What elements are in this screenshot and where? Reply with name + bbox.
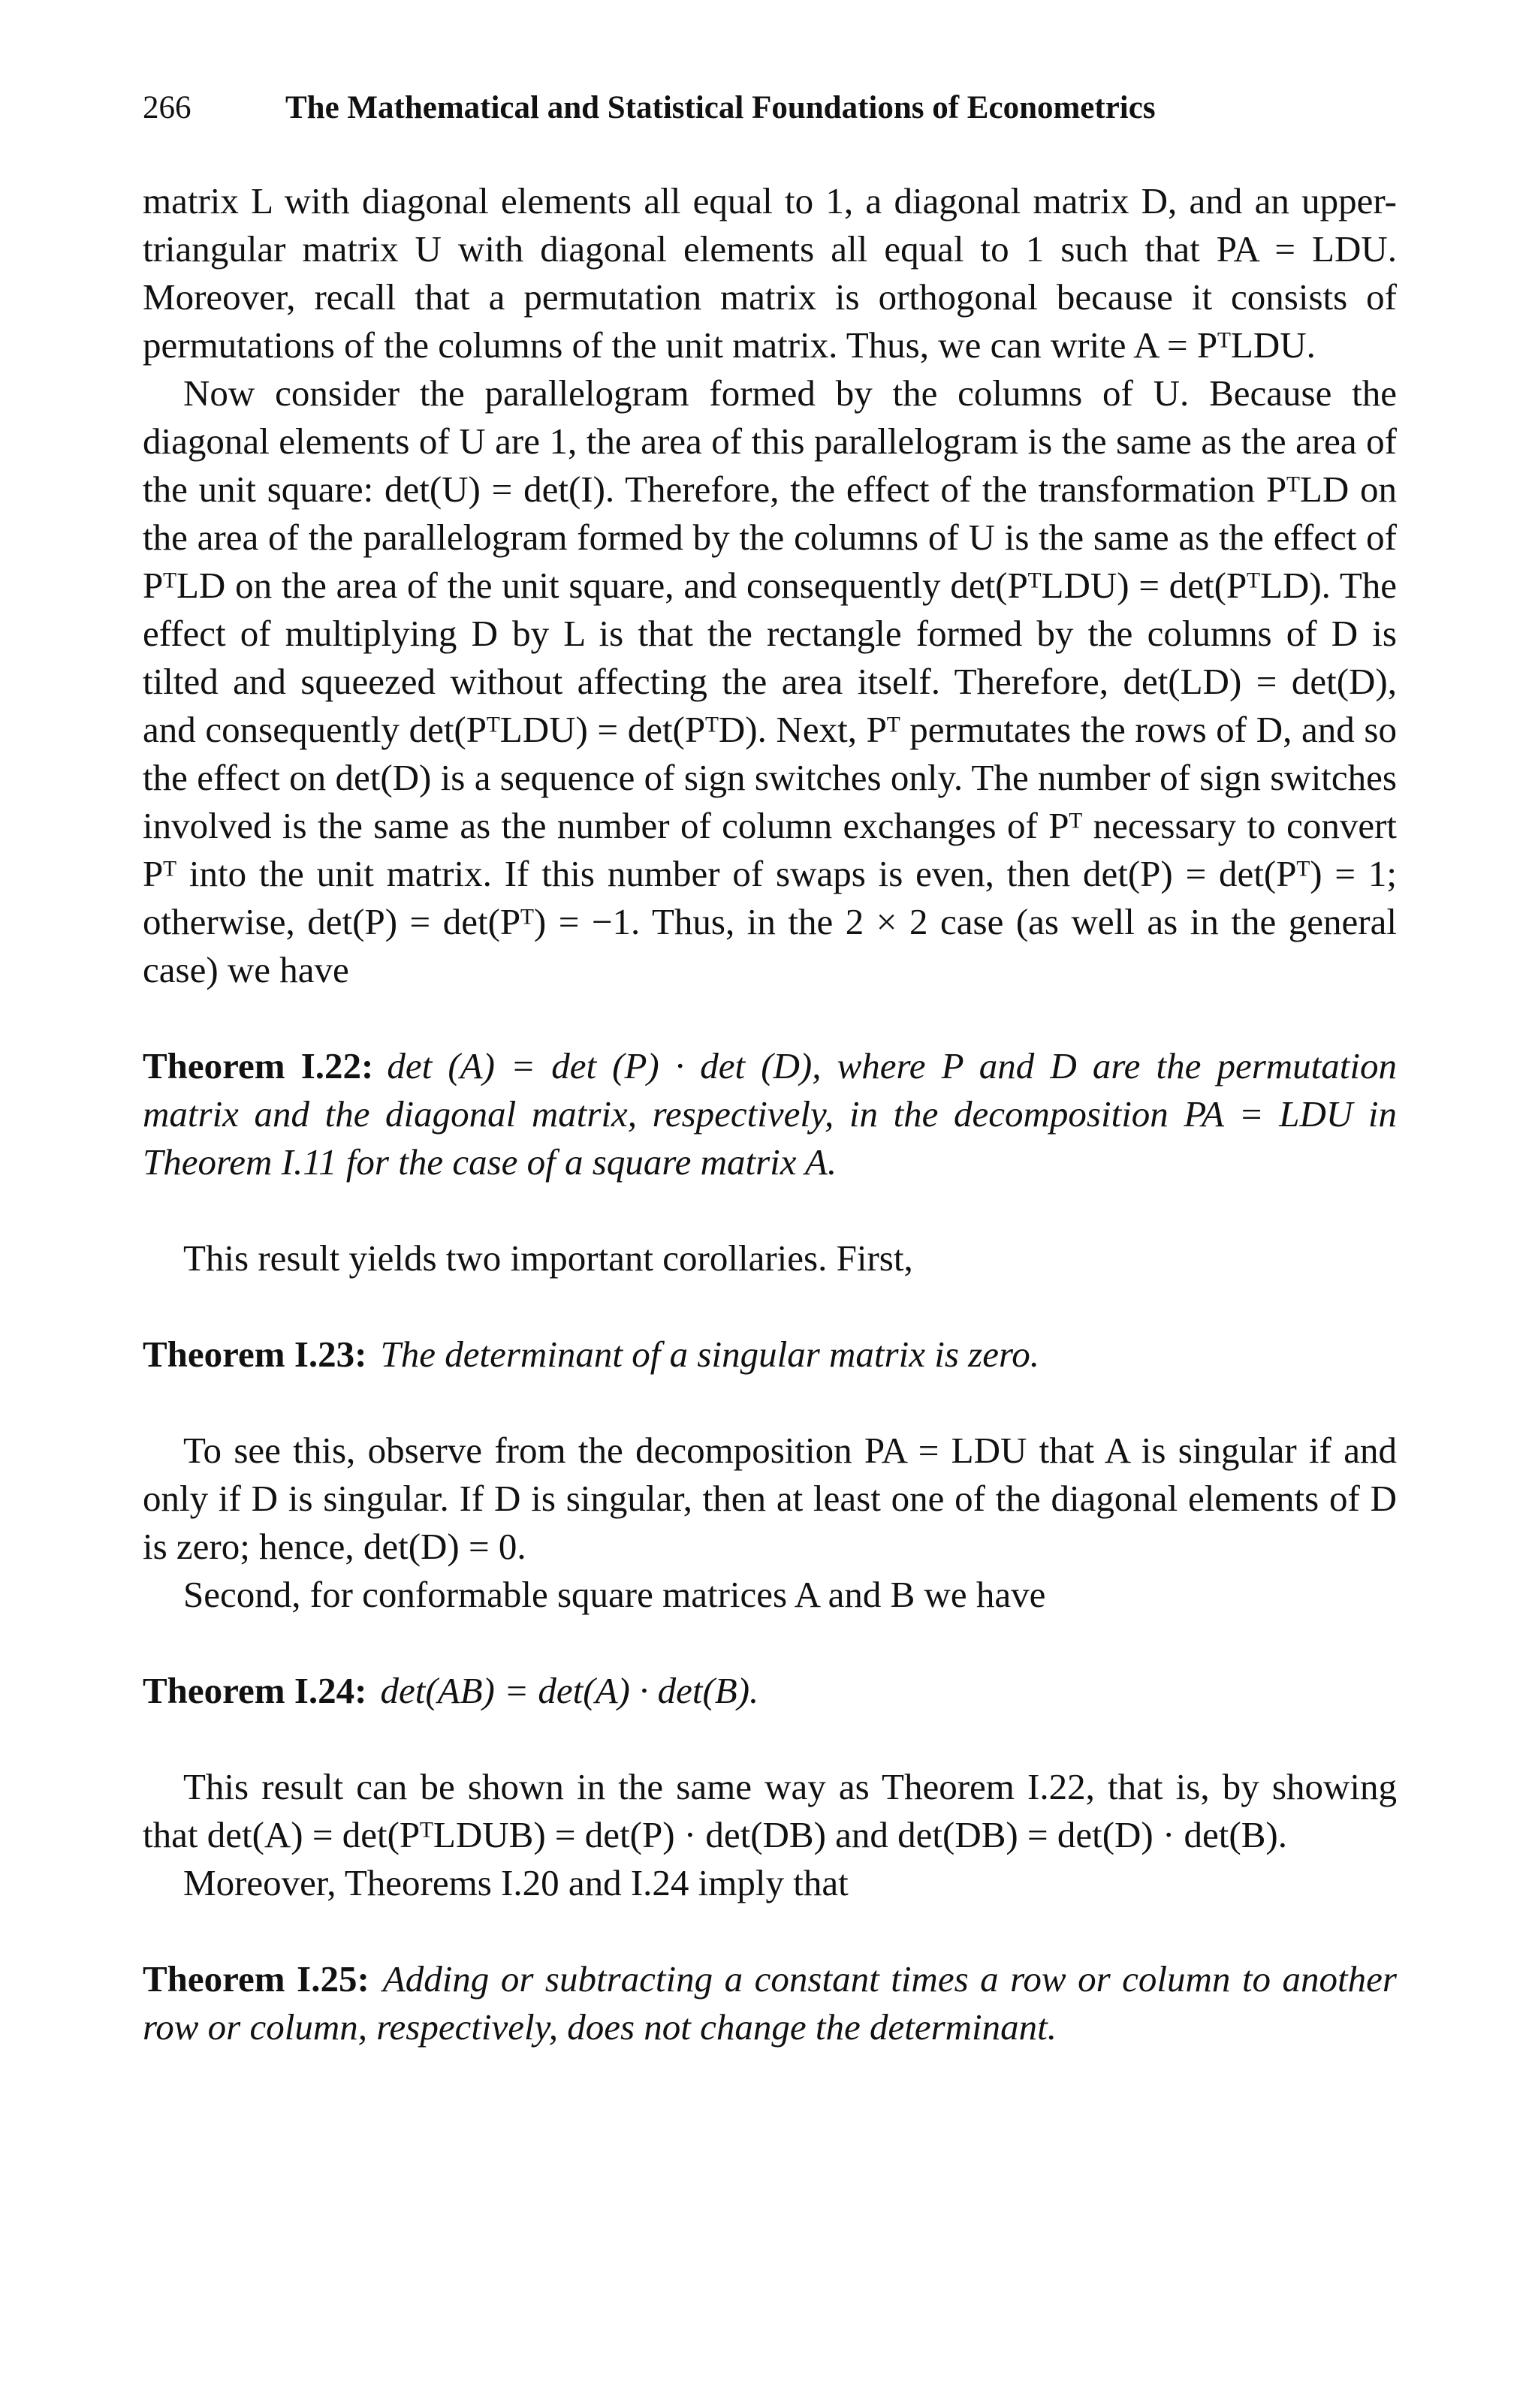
theorem-statement: Adding or subtracting a constant times a row or column to another row or column, respectively, does not change the determinant. (143, 1958, 1397, 2048)
paragraph-continuation: matrix L with diagonal elements all equal to 1, a diagonal matrix D, and an upper-triangular matrix U with diagonal elements all equal to 1 such that PA = LDU. Moreover, recall that a permutation matrix is orthogonal because it consists of permutations of the columns of the unit matrix. Thus, we can write A = PᵀLDU. (143, 180, 1397, 366)
theorem-label: Theorem I.24: (143, 1670, 367, 1711)
theorem-statement: det (A) = det (P) · det (D), where P and D are the permutation matrix and the diagonal matrix, respectively, in the decomposition PA = LDU in Theorem I.11 for the case of a square matrix A. (143, 1045, 1398, 1183)
page-number: 266 (143, 90, 191, 125)
theorem-label: Theorem I.25: (143, 1958, 369, 2000)
book-title: The Mathematical and Statistical Foundations of Econometrics (285, 90, 1156, 125)
paragraph-singular-proof: To see this, observe from the decomposition PA = LDU that A is singular if and only if D is singular. If D is singular, then at least one of the diagonal elements of D is zero; hence, det(D) = 0. (143, 1430, 1397, 1567)
theorem-i23 (143, 1331, 1397, 1379)
running-head (143, 84, 1397, 132)
page (143, 84, 1397, 2099)
theorem-statement: The determinant of a singular matrix is zero. (380, 1334, 1039, 1375)
theorem-i24 (143, 1667, 1397, 1715)
paragraph-parallelogram: Now consider the parallelogram formed by the columns of U. Because the diagonal elements of U are 1, the area of this parallelogram is the same as the area of the unit square: det(U) = det(I). Therefore, the effect of the transformation PᵀLD on the area of the parallelogram formed by the columns of U is the same as the effect of PᵀLD on the area of the unit square, and consequently det(PᵀLDU) = det(PᵀLD). The effect of multiplying D by L is that the rectangle formed by the columns of D is tilted and squeezed without affecting the area itself. Therefore, det(LD) = det(D), and consequently det(PᵀLDU) = det(PᵀD). Next, Pᵀ permutates the rows of D, and so the effect on det(D) is a sequence of sign switches only. The number of sign switches involved is the same as the number of column exchanges of Pᵀ necessary to convert Pᵀ into the unit matrix. If this number of swaps is even, then det(P) = det(Pᵀ) = 1; otherwise, det(P) = det(Pᵀ) = −1. Thus, in the 2 × 2 case (as well as in the general case) we have (143, 372, 1397, 990)
paragraph-corollaries: This result yields two important corollaries. First, (183, 1237, 913, 1279)
theorem-label: Theorem I.22: (143, 1045, 374, 1086)
theorem-i22 (143, 1042, 1397, 1186)
theorem-i25 (143, 1955, 1397, 2051)
paragraph-product-proof: This result can be shown in the same way as Theorem I.22, that is, by showing that det(A) = det(PᵀLDUB) = det(P) · det(DB) and det(DB) = det(D) · det(B). (143, 1766, 1397, 1855)
paragraph-imply: Moreover, Theorems I.20 and I.24 imply that (183, 1862, 849, 1903)
body-text (143, 177, 1397, 2051)
theorem-label: Theorem I.23: (143, 1334, 367, 1375)
paragraph-second-corollary: Second, for conformable square matrices A and B we have (183, 1574, 1046, 1615)
theorem-statement: det(AB) = det(A) · det(B). (380, 1670, 759, 1711)
